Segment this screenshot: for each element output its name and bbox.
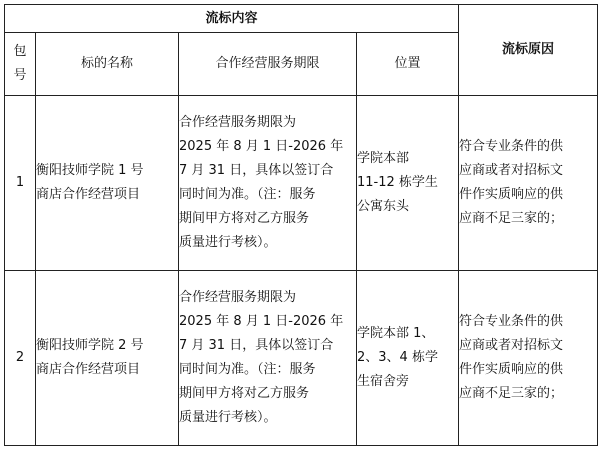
reason-header: 流标原因	[459, 5, 598, 96]
failure-reason-line: 件作实质响应的供	[459, 362, 564, 377]
group-title: 流标内容	[5, 5, 459, 33]
location-line: 生宿舍旁	[357, 374, 410, 389]
service-period-line: 合作经营服务期限为	[179, 290, 297, 305]
failure-reason-line: 应商或者对招标文	[459, 163, 564, 178]
item-name-line: 衡阳技师学院 1 号	[36, 163, 144, 178]
location-line: 公寓东头	[357, 199, 410, 214]
package-number: 1	[5, 96, 36, 271]
location-header: 位置	[357, 33, 459, 96]
failure-reason-line: 符合专业条件的供	[459, 314, 564, 329]
name-header: 标的名称	[36, 33, 179, 96]
number-header-line: 号	[13, 68, 27, 83]
location-line: 学院本部	[357, 151, 410, 166]
service-period-line: 2025 年 8 月 1 日-2026 年	[179, 314, 344, 329]
item-name	[36, 96, 179, 271]
service-period-line: 7 月 31 日，具体以签订合	[179, 338, 334, 353]
failure-reason	[459, 271, 598, 446]
service-period-line: 质量进行考核）。	[179, 410, 277, 425]
period-header: 合作经营服务期限	[179, 33, 357, 96]
failure-reason-line: 应商不足三家的；	[459, 386, 564, 401]
service-period-line: 2025 年 8 月 1 日-2026 年	[179, 139, 344, 154]
failed-bid-table	[4, 4, 598, 446]
location-line: 2、3、4 栋学	[357, 350, 438, 365]
location	[357, 271, 459, 446]
service-period-line: 同时间为准。（注：服务	[179, 362, 316, 377]
service-period-line: 期间甲方将对乙方服务	[179, 211, 310, 226]
failure-reason-line: 应商不足三家的；	[459, 211, 564, 226]
location-line: 学院本部 1、	[357, 326, 435, 341]
failure-reason-line: 应商或者对招标文	[459, 338, 564, 353]
service-period	[179, 271, 357, 446]
service-period-line: 合作经营服务期限为	[179, 115, 297, 130]
item-name	[36, 271, 179, 446]
location	[357, 96, 459, 271]
failure-reason-line: 件作实质响应的供	[459, 187, 564, 202]
table-row	[5, 96, 598, 271]
service-period	[179, 96, 357, 271]
service-period-line: 7 月 31 日，具体以签订合	[179, 163, 334, 178]
location-line: 11-12 栋学生	[357, 175, 438, 190]
package-number: 2	[5, 271, 36, 446]
number-header-line: 包	[13, 44, 27, 59]
service-period-line: 期间甲方将对乙方服务	[179, 386, 310, 401]
item-name-line: 衡阳技师学院 2 号	[36, 338, 144, 353]
service-period-line: 同时间为准。（注：服务	[179, 187, 316, 202]
number-header	[5, 33, 36, 96]
item-name-line: 商店合作经营项目	[36, 187, 141, 202]
item-name-line: 商店合作经营项目	[36, 362, 141, 377]
service-period-line: 质量进行考核）。	[179, 235, 277, 250]
group-header-row	[5, 5, 598, 33]
failure-reason	[459, 96, 598, 271]
table-row	[5, 271, 598, 446]
failure-reason-line: 符合专业条件的供	[459, 139, 564, 154]
